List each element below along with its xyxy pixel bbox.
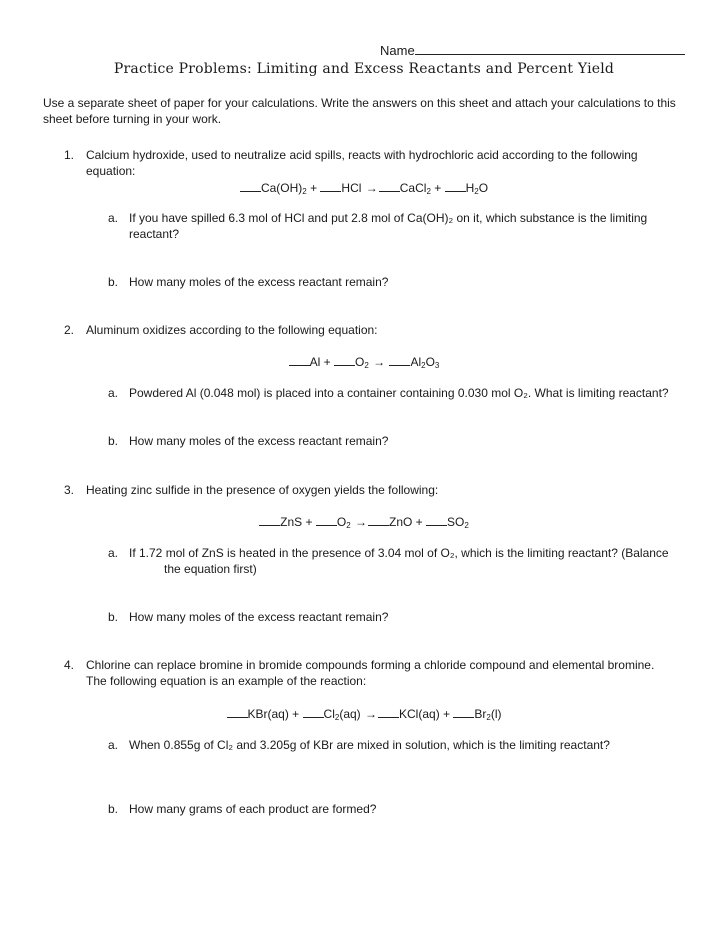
eq-subscript: 3 bbox=[434, 361, 440, 370]
coefficient-blank[interactable] bbox=[259, 514, 280, 526]
equation-3 bbox=[0, 514, 728, 530]
eq-term: H bbox=[465, 181, 475, 195]
reaction-arrow-icon: → bbox=[355, 515, 367, 529]
eq-subscript: 2 bbox=[346, 521, 351, 530]
instructions: Use a separate sheet of paper for your calculations. Write the answers on this sheet and attach your calculations to this sheet before turning in your work. bbox=[43, 96, 676, 126]
coefficient-blank[interactable] bbox=[445, 180, 466, 192]
question-4-text-line1: Chlorine can replace bromine in bromide compounds forming a chloride compound and elemental bromine. bbox=[86, 658, 655, 672]
question-1a-line2: reactant? bbox=[129, 227, 180, 241]
question-2-number: 2. bbox=[64, 323, 75, 337]
eq-subscript: 2 bbox=[364, 361, 369, 370]
question-2a-letter: a. bbox=[108, 386, 119, 400]
eq-term: HCl bbox=[341, 181, 365, 195]
eq-term: SO bbox=[447, 515, 465, 529]
question-4-text-line2: The following equation is an example of the reaction: bbox=[86, 674, 367, 688]
page-title: Practice Problems: Limiting and Excess Reactants and Percent Yield bbox=[113, 61, 615, 77]
eq-subscript: 2 bbox=[464, 521, 469, 530]
question-1b-letter: b. bbox=[108, 275, 119, 289]
coefficient-blank[interactable] bbox=[240, 180, 261, 192]
name-field[interactable] bbox=[380, 42, 685, 58]
name-blank-line[interactable] bbox=[415, 42, 685, 55]
question-3b-letter: b. bbox=[108, 610, 119, 624]
question-2b-letter: b. bbox=[108, 434, 119, 448]
question-4a-letter: a. bbox=[108, 738, 119, 752]
question-2-text-line1: Aluminum oxidizes according to the following equation: bbox=[86, 323, 378, 337]
eq-subscript: 2 bbox=[421, 361, 426, 370]
question-4-number: 4. bbox=[64, 658, 75, 672]
reaction-arrow-icon: → bbox=[365, 707, 378, 721]
question-1b-line1: How many moles of the excess reactant remain? bbox=[129, 275, 389, 289]
eq-term: O bbox=[336, 515, 347, 529]
eq-subscript: 2 bbox=[334, 713, 340, 722]
equation-2 bbox=[0, 354, 728, 370]
question-4b-line1: How many grams of each product are formed? bbox=[129, 802, 377, 816]
coefficient-blank[interactable] bbox=[379, 180, 400, 192]
question-3a-line2: the equation first) bbox=[164, 562, 257, 576]
equation-1 bbox=[0, 180, 728, 196]
eq-space bbox=[369, 355, 372, 369]
coefficient-blank[interactable] bbox=[378, 706, 399, 718]
question-4a-line1: When 0.855g of Cl₂ and 3.205g of KBr are mixed in solution, which is the limiting reactant? bbox=[129, 738, 610, 752]
coefficient-blank[interactable] bbox=[316, 514, 337, 526]
eq-term: (l) bbox=[490, 707, 502, 721]
reaction-arrow-icon: → bbox=[365, 181, 378, 195]
eq-term: (aq) bbox=[339, 707, 365, 721]
coefficient-blank[interactable] bbox=[227, 706, 248, 718]
question-1-text-line1: Calcium hydroxide, used to neutralize acid spills, reacts with hydrochloric acid according to the following bbox=[86, 148, 638, 162]
question-3-number: 3. bbox=[64, 483, 75, 497]
eq-subscript: 2 bbox=[302, 187, 307, 196]
question-1-text-line2: equation: bbox=[86, 164, 136, 178]
coefficient-blank[interactable] bbox=[320, 180, 341, 192]
question-3-text-line1: Heating zinc sulfide in the presence of oxygen yields the following: bbox=[86, 483, 439, 497]
question-3b-line1: How many moles of the excess reactant remain? bbox=[129, 610, 389, 624]
eq-term: Br bbox=[474, 707, 487, 721]
reaction-arrow-icon: → bbox=[373, 355, 386, 369]
eq-subscript: 2 bbox=[474, 187, 479, 196]
coefficient-blank[interactable] bbox=[426, 514, 447, 526]
eq-term: O bbox=[425, 355, 435, 369]
question-4b-letter: b. bbox=[108, 802, 119, 816]
question-1a-line1: If you have spilled 6.3 mol of HCl and put 2.8 mol of Ca(OH)₂ on it, which substance is the limiting bbox=[129, 211, 648, 225]
eq-term: Al + bbox=[309, 355, 334, 369]
eq-term: O bbox=[478, 181, 489, 195]
question-2a-line1: Powdered Al (0.048 mol) is placed into a container containing 0.030 mol O₂. What is limiting reactant? bbox=[129, 386, 669, 400]
eq-term: Al bbox=[410, 355, 422, 369]
eq-term: KBr(aq) + bbox=[247, 707, 303, 721]
question-1-number: 1. bbox=[64, 148, 75, 162]
coefficient-blank[interactable] bbox=[389, 354, 410, 366]
equation-4 bbox=[0, 706, 728, 722]
question-3a-letter: a. bbox=[108, 546, 119, 560]
eq-term: CaCl bbox=[399, 181, 427, 195]
eq-term: KCl(aq) + bbox=[399, 707, 454, 721]
eq-subscript: 2 bbox=[426, 187, 431, 196]
question-3a-line1: If 1.72 mol of ZnS is heated in the presence of 3.04 mol of O₂, which is the limiting reactant? (Balance bbox=[129, 546, 669, 560]
eq-plus: + bbox=[430, 181, 445, 195]
coefficient-blank[interactable] bbox=[303, 706, 324, 718]
eq-term: ZnS + bbox=[280, 515, 316, 529]
question-1a-letter: a. bbox=[108, 211, 119, 225]
eq-term: O bbox=[354, 355, 365, 369]
eq-term: ZnO + bbox=[389, 515, 427, 529]
eq-subscript: 2 bbox=[486, 713, 491, 722]
coefficient-blank[interactable] bbox=[368, 514, 389, 526]
coefficient-blank[interactable] bbox=[334, 354, 355, 366]
eq-plus: + bbox=[306, 181, 321, 195]
eq-term: Ca(OH) bbox=[260, 181, 303, 195]
coefficient-blank[interactable] bbox=[453, 706, 474, 718]
coefficient-blank[interactable] bbox=[289, 354, 310, 366]
name-label: Name bbox=[380, 43, 415, 58]
eq-term: Cl bbox=[323, 707, 335, 721]
question-2b-line1: How many moles of the excess reactant remain? bbox=[129, 434, 389, 448]
